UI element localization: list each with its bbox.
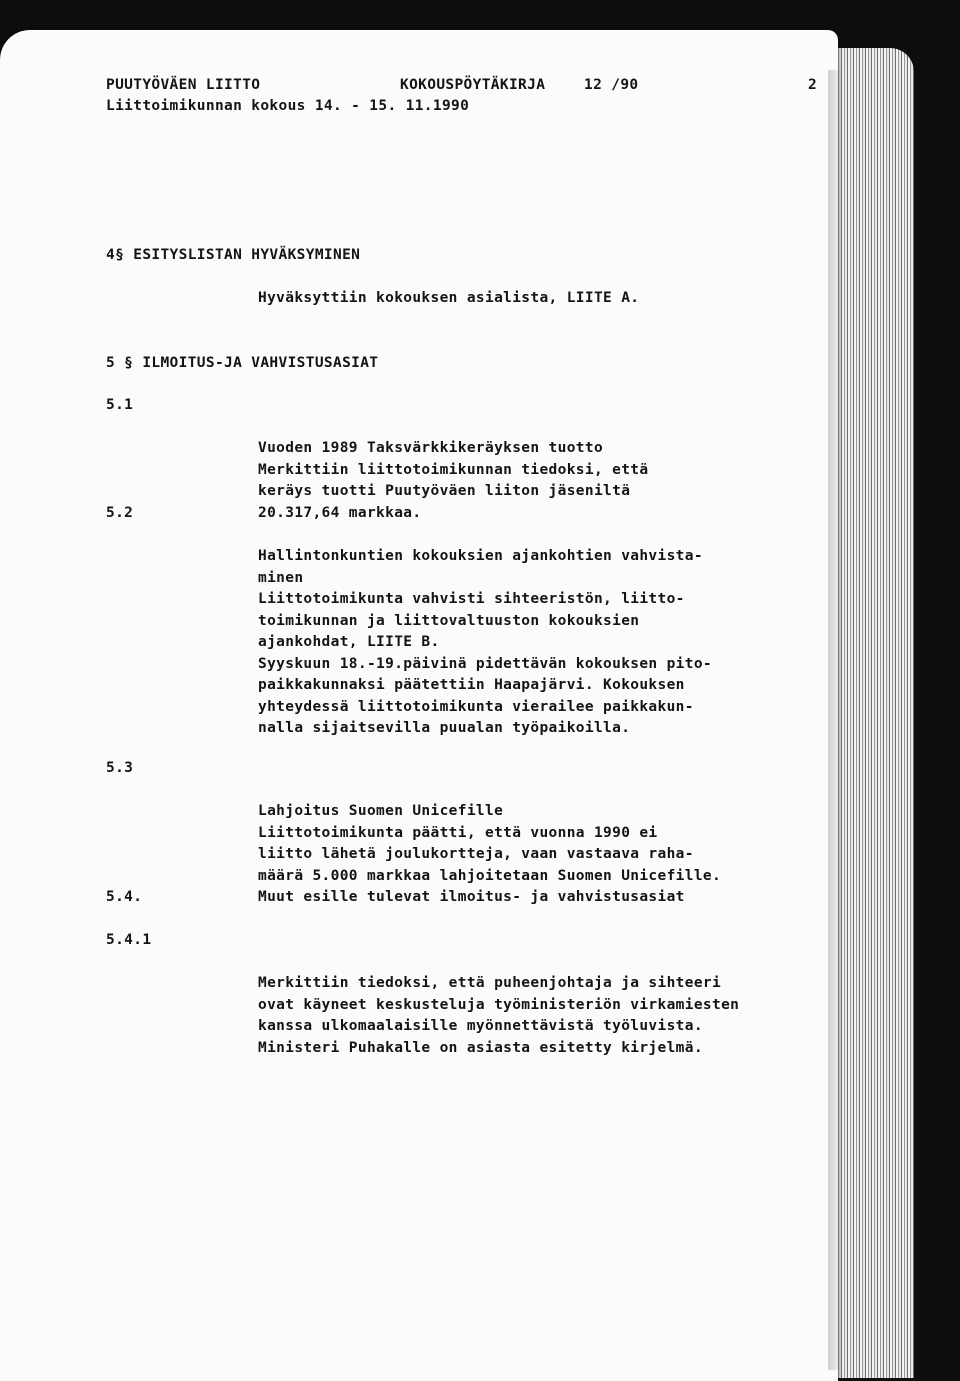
section-heading: 4§ ESITYSLISTAN HYVÄKSYMINEN (106, 247, 361, 263)
header-doc-number: 12 /90 (584, 77, 639, 93)
item-line: 20.317,64 markkaa. (258, 504, 422, 521)
item-line: minen (258, 569, 304, 586)
item-body (258, 503, 712, 783)
item-line: kanssa ulkomaalaisille myönnettävistä työluvista. (258, 1018, 703, 1034)
item-title: Vuoden 1989 Taksvärkkikeräyksen tuotto (258, 440, 604, 456)
item-number: 5.4.1 (106, 932, 152, 948)
item-line: keräys tuotti Puutyöväen liiton jäseniltä (258, 483, 631, 499)
item-line: Liittotoimikunta vahvisti sihteeristön, liitto- (258, 591, 685, 607)
item-line: määrä 5.000 markkaa lahjoitetaan Suomen Unicefille. (258, 867, 722, 884)
section-text: Hyväksyttiin kokouksen asialista, LIITE A. (258, 290, 640, 306)
section-heading: 5 § ILMOITUS-JA VAHVISTUSASIAT (106, 355, 379, 371)
item-number: 5.4. (106, 889, 143, 905)
item-title: Hallintonkuntien kokouksien ajankohtien vahvista- (258, 548, 703, 564)
header-page-number: 2 (808, 77, 818, 93)
item-line: nalla sijaitsevilla puualan työpaikoilla. (258, 720, 631, 736)
item-number: 5.2 (106, 505, 134, 521)
item-body (258, 930, 739, 1102)
item-title: Muut esille tulevat ilmoitus- ja vahvistusasiat (258, 889, 685, 905)
header-org: PUUTYÖVÄEN LIITTO (106, 77, 261, 93)
item-line: ajankohdat, LIITE B. (258, 634, 440, 650)
item-line: toimikunnan ja liittovaltuuston kokouksien (258, 612, 640, 629)
item-line: yhteydessä liittotoimikunta vierailee paikkakun- (258, 698, 694, 715)
page-shadow (828, 70, 842, 1370)
item-number: 5.1 (106, 397, 134, 413)
header-meeting: Liittoimikunnan kokous 14. - 15. 11.1990 (106, 98, 470, 114)
item-line: paikkakunnaksi päätettiin Haapajärvi. Kokouksen (258, 677, 685, 693)
item-line: Liittotoimikunta päätti, että vuonna 1990 ei (258, 824, 658, 841)
item-number: 5.3 (106, 760, 134, 776)
item-line: Merkittiin tiedoksi, että puheenjohtaja ja sihteeri (258, 975, 722, 991)
item-line: ovat käyneet keskusteluja työministeriön virkamiesten (258, 996, 740, 1013)
item-line: Merkittiin liittotoimikunnan tiedoksi, että (258, 461, 649, 478)
item-title: Lahjoitus Suomen Unicefille (258, 803, 504, 819)
item-line: Ministeri Puhakalle on asiasta esitetty kirjelmä. (258, 1039, 703, 1056)
item-line: liitto lähetä joulukortteja, vaan vastaava raha- (258, 846, 694, 862)
header-doc-type: KOKOUSPÖYTÄKIRJA (400, 77, 546, 93)
item-line: Syyskuun 18.-19.päivinä pidettävän kokouksen pito- (258, 655, 712, 672)
